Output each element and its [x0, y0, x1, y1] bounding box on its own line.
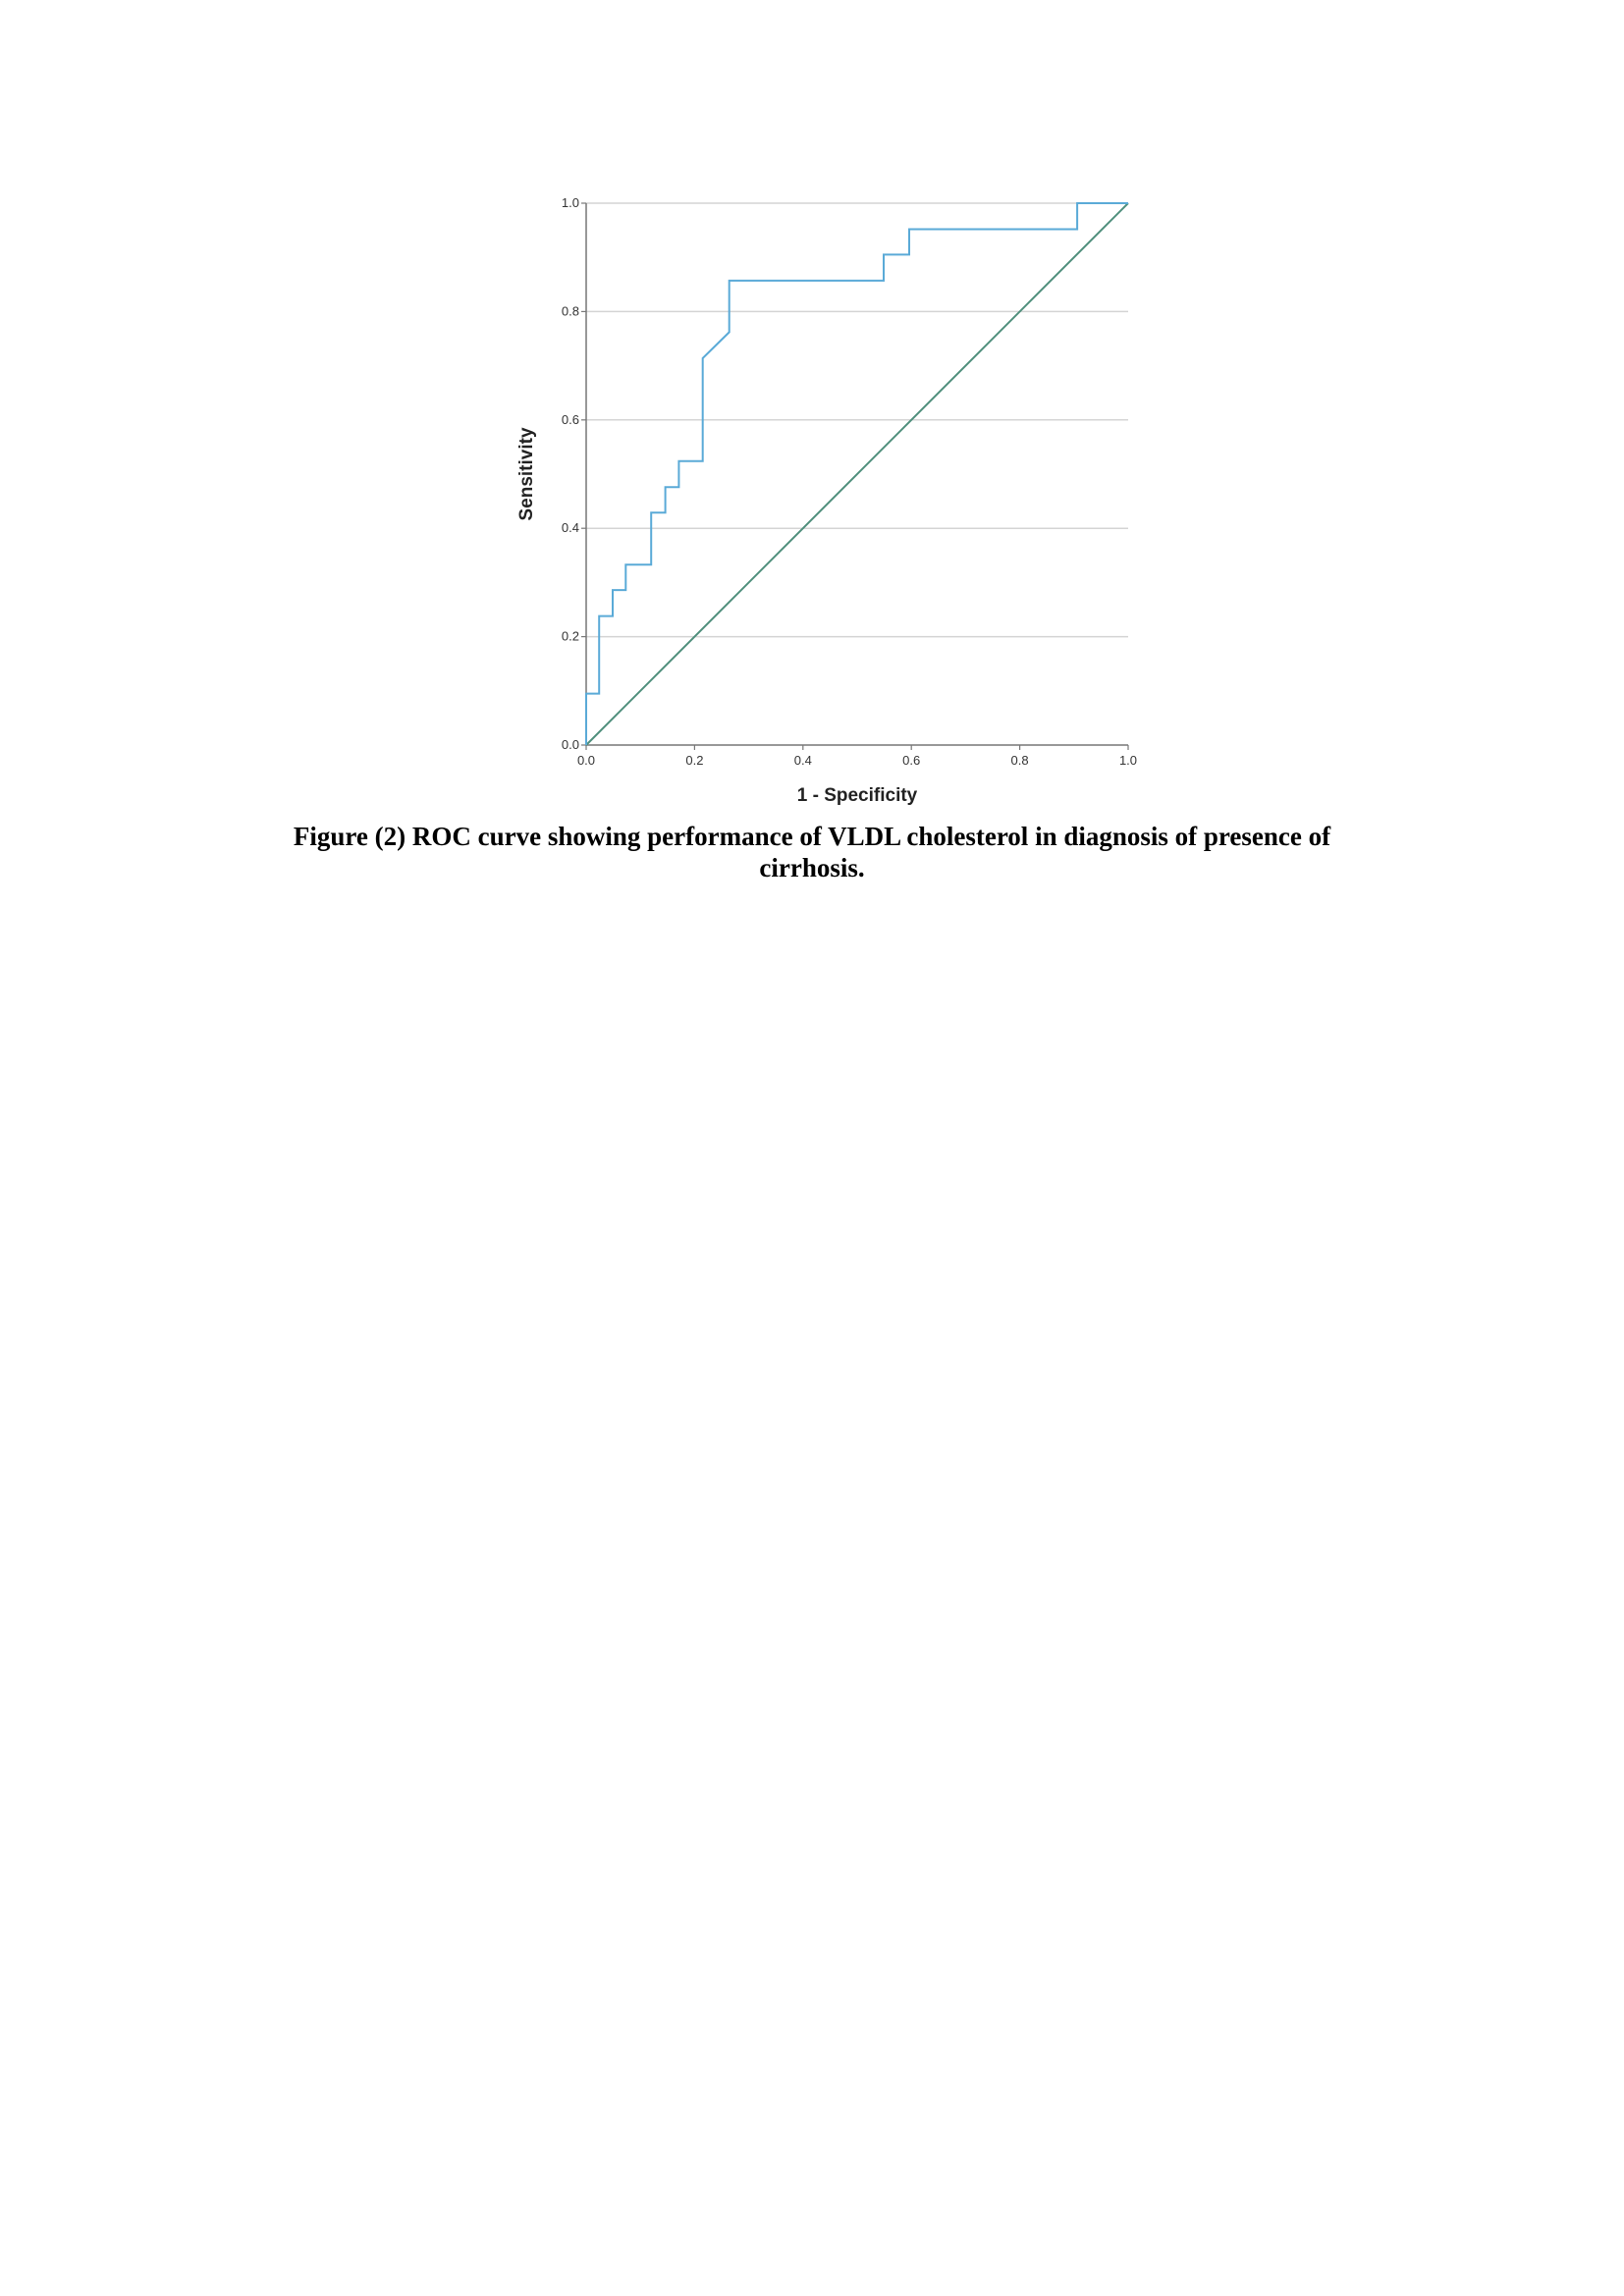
y-tick-label-4: 0.8 — [561, 303, 579, 319]
gridlines — [586, 203, 1128, 637]
y-tick-label-3: 0.6 — [561, 411, 579, 427]
y-tick-label-2: 0.4 — [561, 520, 579, 536]
y-axis-title: Sensitivity — [516, 427, 537, 521]
x-tick-label-2: 0.4 — [793, 753, 812, 768]
caption-line-1: Figure (2) ROC curve showing performance of VLDL cholesterol in diagnosis of presence of — [293, 822, 1331, 851]
x-tick-label-3: 0.6 — [902, 753, 921, 768]
caption-line-2: cirrhosis. — [759, 853, 865, 882]
x-tick-label-5: 1.0 — [1118, 753, 1138, 768]
y-tick-label-5: 1.0 — [561, 195, 579, 210]
x-tick-label-1: 0.2 — [685, 753, 704, 768]
x-tick-label-4: 0.8 — [1010, 753, 1029, 768]
figure-caption — [255, 821, 1369, 883]
series — [586, 203, 1128, 745]
y-tick-label-1: 0.2 — [561, 628, 579, 644]
roc-chart — [0, 0, 1624, 825]
x-axis-title: 1 - Specificity — [796, 785, 918, 806]
reference-line-line — [586, 203, 1128, 745]
x-tick-label-0: 0.0 — [576, 753, 596, 768]
y-tick-label-0: 0.0 — [561, 737, 579, 752]
